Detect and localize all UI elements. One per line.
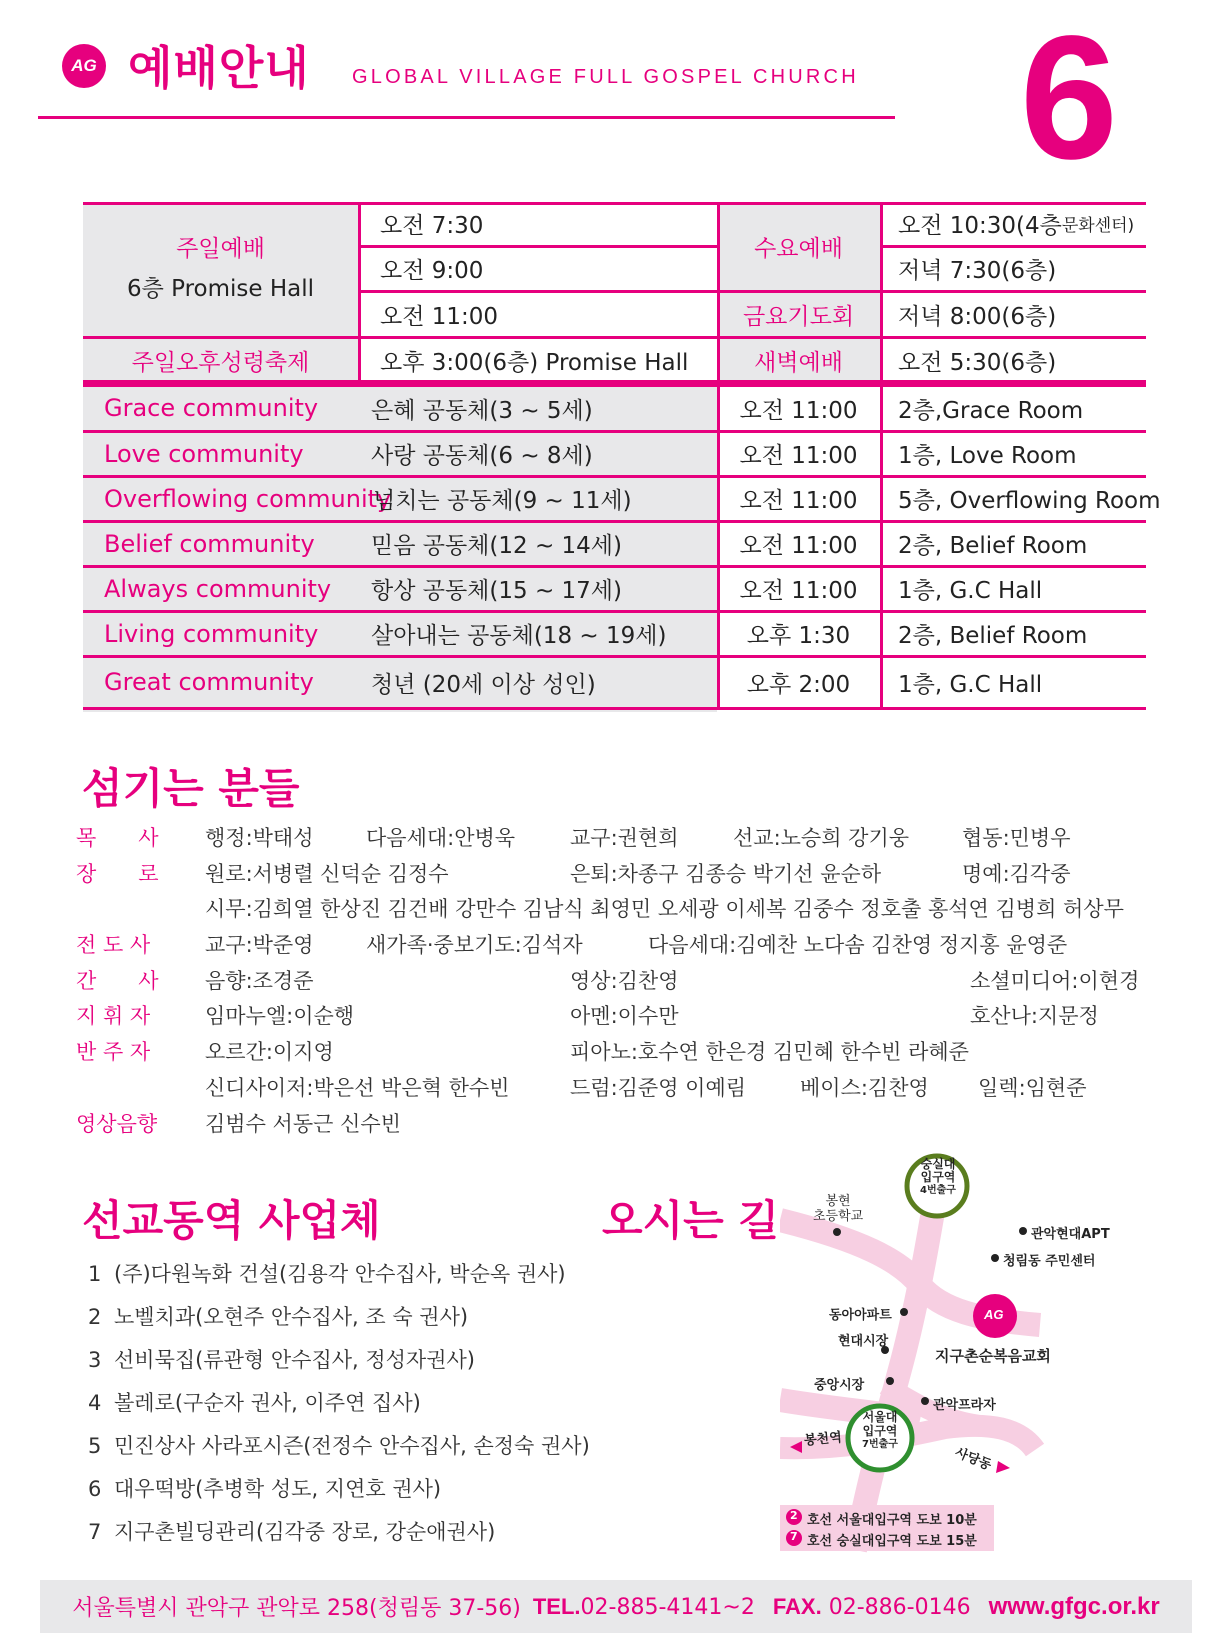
elder-emeritus: 원로:서병렬 신덕순 김정수	[205, 862, 449, 886]
church-logo	[62, 44, 106, 88]
station-bottom-line1: 서울대	[862, 1410, 898, 1424]
station-top-line3: 4번출구	[920, 1185, 956, 1196]
label-evangelist: 전 도 사	[76, 933, 151, 957]
community-name: Great community	[104, 668, 314, 696]
sunday-time-1: 오전 7:30	[380, 213, 484, 239]
map-dot	[1019, 1227, 1027, 1235]
mission-item	[88, 1344, 475, 1374]
evangelist-nextgen: 다음세대:김예찬 노다솜 김찬영 정지홍 윤영준	[648, 933, 1068, 957]
accompanist-electric: 일렉:임현준	[978, 1076, 1087, 1100]
line7-text: 호선 숭실대입구역 도보 15분	[807, 1534, 977, 1549]
community-name: Love community	[104, 439, 304, 468]
wednesday-time-1	[898, 202, 1134, 245]
mission-item	[88, 1301, 468, 1331]
conductor-immanuel: 임마누엘:이순행	[205, 1004, 355, 1028]
wednesday-time-small: 문화센터)	[1061, 216, 1135, 236]
evangelist-newfamily: 새가족·중보기도:김석자	[366, 933, 583, 957]
community-korean: 살아내는 공동체(18 ~ 19세)	[371, 623, 667, 649]
community-room: 2층, Belief Room	[898, 623, 1088, 649]
community-room: 2층,Grace Room	[898, 397, 1084, 424]
footer-tel: 02-885-4141~2	[580, 1594, 755, 1620]
table-line	[83, 707, 1146, 710]
community-name: Grace community	[104, 394, 319, 422]
mission-item	[88, 1516, 495, 1546]
pastor-coop: 협동:민병우	[962, 826, 1071, 850]
label-minister: 간 사	[76, 969, 159, 993]
map-dot	[991, 1254, 999, 1262]
community-time: 오전 11:00	[739, 443, 858, 469]
line2-text: 호선 서울대입구역 도보 10분	[807, 1513, 977, 1528]
map-dot	[886, 1377, 894, 1385]
mission-item	[88, 1387, 421, 1417]
accompanist-bass: 베이스:김찬영	[800, 1076, 929, 1100]
community-korean: 사랑 공동체(6 ~ 8세)	[371, 443, 593, 469]
school-line2: 초등학교	[813, 1209, 864, 1224]
page-title: 예배안내	[128, 41, 310, 95]
mission-item-number: 5	[88, 1434, 102, 1458]
mission-item-number: 7	[88, 1520, 102, 1544]
community-time: 오전 11:00	[739, 397, 858, 424]
dawn-label: 새벽예배	[754, 349, 843, 376]
minister-sound: 음향:조경준	[205, 969, 314, 993]
community-time: 오전 11:00	[739, 533, 858, 559]
label-elder: 장 로	[76, 862, 159, 886]
mission-item	[88, 1473, 441, 1503]
community-korean: 믿음 공동체(12 ~ 14세)	[371, 533, 622, 559]
map-dot	[833, 1228, 841, 1236]
community-time: 오전 11:00	[739, 578, 858, 604]
friday-label: 금요기도회	[742, 303, 855, 330]
footer-address: 서울특별시 관악구 관악로 258(청림동 37-56)	[72, 1596, 521, 1621]
community-name: Living community	[104, 619, 319, 648]
afternoon-time: 오후 3:00(6층) Promise Hall	[380, 349, 689, 376]
wednesday-time-main: 오전 10:30(4층	[898, 213, 1062, 239]
mission-item-text: 볼레로(구순자 권사, 이주연 집사)	[114, 1391, 421, 1415]
station-bottom-line2: 입구역	[862, 1424, 898, 1438]
month-number: 6	[1020, 0, 1118, 196]
church-logo-text: AG	[984, 1307, 1004, 1322]
center-label: 청림동 주민센터	[1003, 1254, 1096, 1269]
logo-text: AG	[71, 56, 97, 75]
wednesday-time-2: 저녁 7:30(6층)	[898, 257, 1057, 284]
minister-video: 영상:김찬영	[570, 969, 679, 993]
footer-tel-group	[533, 1594, 755, 1620]
community-korean: 은혜 공동체(3 ~ 5세)	[371, 397, 593, 424]
label-conductor: 지 휘 자	[76, 1004, 151, 1028]
map-dot	[921, 1397, 929, 1405]
elder-honorary: 명예:김각중	[962, 862, 1071, 886]
sunday-time-2: 오전 9:00	[380, 257, 484, 284]
sunday-place: 6층 Promise Hall	[126, 275, 315, 302]
conductor-hosanna: 호산나:지문정	[970, 1004, 1099, 1028]
mission-item-text: 민진상사 사라포시즌(전정수 안수집사, 손정숙 권사)	[114, 1434, 590, 1458]
mission-item-number: 3	[88, 1348, 102, 1372]
label-av: 영상음향	[76, 1112, 158, 1136]
apt-label: 관악현대APT	[1031, 1227, 1110, 1242]
worship-table	[83, 202, 1161, 712]
conductor-amen: 아멘:이수만	[570, 1004, 679, 1028]
church-name: GLOBAL VILLAGE FULL GOSPEL CHURCH	[352, 66, 859, 88]
mission-item-text: 노벨치과(오현주 안수집사, 조 숙 권사)	[114, 1305, 469, 1329]
mission-item-number: 1	[88, 1262, 102, 1286]
dawn-time: 오전 5:30(6층)	[898, 349, 1057, 376]
accompanist-organ: 오르간:이지영	[205, 1040, 334, 1064]
directions-title: 오시는 길	[602, 1196, 779, 1245]
footer-fax-label: FAX.	[772, 1593, 822, 1619]
community-room: 1층, G.C Hall	[898, 671, 1043, 698]
line2-num: 2	[790, 1509, 798, 1522]
footer-website[interactable]: www.gfgc.or.kr	[988, 1592, 1160, 1620]
mission-item	[88, 1430, 590, 1460]
community-name: Always community	[104, 574, 332, 603]
friday-time: 저녁 8:00(6층)	[898, 303, 1057, 330]
community-room: 2층, Belief Room	[898, 533, 1088, 559]
pastor-nextgen: 다음세대:안병욱	[366, 826, 516, 850]
hyundai-market-label: 현대시장	[838, 1334, 889, 1349]
line7-num: 7	[790, 1530, 798, 1543]
mission-item-number: 4	[88, 1391, 102, 1415]
road	[855, 1170, 940, 1550]
station-top-line2: 입구역	[920, 1170, 956, 1184]
map-dot	[900, 1308, 908, 1316]
mission-item-text: 지구촌빌딩관리(김각중 장로, 강순애권사)	[114, 1520, 496, 1544]
header-divider	[38, 116, 895, 119]
arrow-right-icon	[996, 1461, 1010, 1473]
footer-fax: 02-886-0146	[828, 1594, 971, 1620]
central-market-label: 중앙시장	[814, 1378, 865, 1393]
community-room: 1층, Love Room	[898, 443, 1077, 469]
plaza-label: 관악프라자	[933, 1398, 996, 1413]
community-name: Overflowing community	[104, 484, 392, 513]
community-room: 1층, G.C Hall	[898, 578, 1043, 604]
accompanist-drum: 드럼:김준영 이예림	[570, 1076, 747, 1100]
mission-item-text: (주)다원녹화 건설(김용각 안수집사, 박순옥 권사)	[114, 1262, 566, 1286]
accompanist-piano: 피아노:호수연 한은경 김민혜 한수빈 라혜준	[570, 1040, 969, 1064]
pastor-mission: 선교:노승희 강기웅	[733, 826, 910, 850]
accompanist-synth: 신디사이저:박은선 박은혁 한수빈	[205, 1076, 510, 1100]
mission-item-number: 2	[88, 1305, 102, 1329]
minister-social: 소셜미디어:이현경	[970, 969, 1140, 993]
table-vline	[880, 202, 883, 710]
school-line1: 봉현	[825, 1194, 851, 1209]
community-room: 5층, Overflowing Room	[898, 488, 1161, 514]
community-korean: 넘치는 공동체(9 ~ 11세)	[373, 488, 632, 514]
station-bottom-label	[859, 1410, 901, 1452]
community-time: 오후 2:00	[746, 671, 851, 698]
mission-item	[88, 1258, 566, 1288]
community-time: 오전 11:00	[739, 488, 858, 514]
school-label	[813, 1194, 863, 1224]
sunday-label: 주일예배	[176, 235, 265, 262]
footer-tel-label: TEL.	[532, 1593, 581, 1619]
label-pastor: 목 사	[76, 826, 159, 850]
station-top-line1: 숭실대	[920, 1157, 956, 1171]
bongcheon-label: 봉천역	[803, 1430, 843, 1449]
mission-item-text: 선비묵집(류관형 안수집사, 정성자권사)	[114, 1348, 475, 1372]
wednesday-label: 수요예배	[754, 235, 843, 262]
evangelist-parish: 교구:박준영	[205, 933, 314, 957]
community-korean: 청년 (20세 이상 성인)	[371, 671, 596, 698]
mission-title: 선교동역 사업체	[82, 1196, 381, 1245]
afternoon-label: 주일오후성령축제	[131, 349, 310, 376]
pastor-parish: 교구:권현희	[570, 826, 679, 850]
sunday-time-3: 오전 11:00	[380, 303, 499, 330]
community-name: Belief community	[104, 529, 315, 558]
label-accompanist: 반 주 자	[76, 1040, 151, 1064]
community-time: 오후 1:30	[746, 623, 851, 649]
donga-label: 동아아파트	[829, 1308, 892, 1323]
mission-item-number: 6	[88, 1477, 102, 1501]
av-staff: 김범수 서동근 신수빈	[205, 1112, 401, 1136]
sadang-label: 사당동	[952, 1445, 994, 1474]
footer-fax-group	[773, 1594, 971, 1620]
church-label: 지구촌순복음교회	[935, 1347, 1051, 1365]
pastor-admin: 행정:박태성	[205, 826, 314, 850]
elder-retired: 은퇴:차종구 김종승 박기선 윤순하	[570, 862, 882, 886]
community-korean: 항상 공동체(15 ~ 17세)	[371, 578, 622, 604]
station-top-label	[917, 1158, 959, 1197]
servants-title: 섬기는 분들	[82, 764, 300, 813]
directions-map	[780, 1150, 1200, 1555]
footer	[40, 1580, 1192, 1633]
mission-item-text: 대우떡방(추병학 성도, 지연호 권사)	[114, 1477, 442, 1501]
elder-active: 시무:김희열 한상진 김건배 강만수 김남식 최영민 오세광 이세복 김중수 정호출 홍석연 김병희 허상무	[205, 897, 1124, 921]
station-bottom-line3: 7번출구	[862, 1439, 898, 1450]
